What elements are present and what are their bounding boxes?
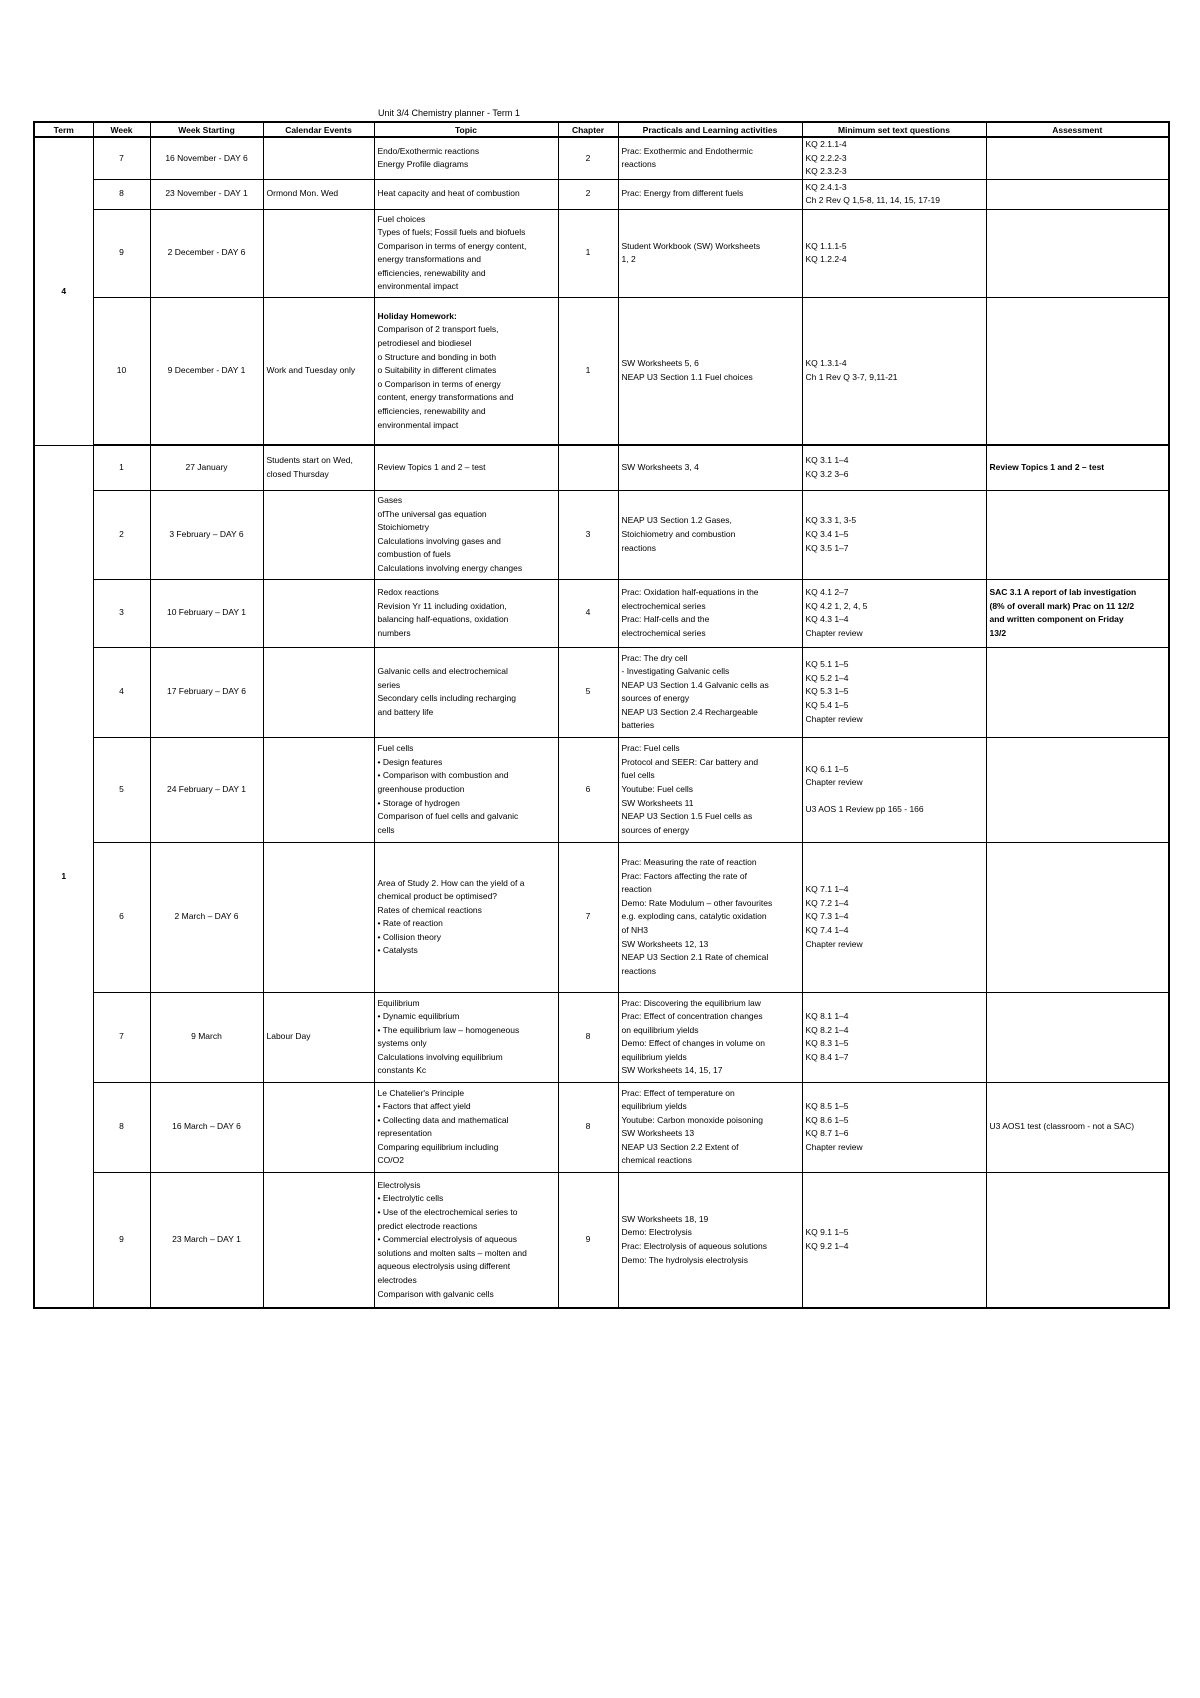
assessment-cell bbox=[986, 647, 1169, 737]
week-start-cell: 10 February – DAY 1 bbox=[150, 579, 263, 647]
topic-cell: Review Topics 1 and 2 – test bbox=[374, 445, 558, 490]
topic-cell: Fuel cells • Design features • Comparison with combustion and greenhouse production • Storage of hydrogen Comparison of fuel cells and galvanic cells bbox=[374, 737, 558, 842]
practicals-cell: Prac: Oxidation half-equations in the electrochemical series Prac: Half-cells and the electrochemical series bbox=[618, 579, 802, 647]
chapter-cell bbox=[558, 445, 618, 490]
practicals-cell: Prac: Fuel cells Protocol and SEER: Car battery and fuel cells Youtube: Fuel cells SW Worksheets 11 NEAP U3 Section 1.5 Fuel cells as sources of energy bbox=[618, 737, 802, 842]
topic-cell: Le Chatelier's Principle • Factors that affect yield • Collecting data and mathematical representation Comparing equilibrium including CO/O2 bbox=[374, 1082, 558, 1172]
questions-cell: KQ 6.1 1–5 Chapter review U3 AOS 1 Review pp 165 - 166 bbox=[802, 737, 986, 842]
events-cell bbox=[263, 490, 374, 579]
assessment-cell bbox=[986, 137, 1169, 179]
questions-cell: KQ 4.1 2–7 KQ 4.2 1, 2, 4, 5 KQ 4.3 1–4 Chapter review bbox=[802, 579, 986, 647]
practicals-cell: NEAP U3 Section 1.2 Gases, Stoichiometry and combustion reactions bbox=[618, 490, 802, 579]
practicals-cell: Prac: Effect of temperature on equilibrium yields Youtube: Carbon monoxide poisoning SW Worksheets 13 NEAP U3 Section 2.2 Extent of chemical reactions bbox=[618, 1082, 802, 1172]
chapter-cell: 9 bbox=[558, 1172, 618, 1308]
week-start-cell: 16 March – DAY 6 bbox=[150, 1082, 263, 1172]
practicals-cell: Prac: Exothermic and Endothermic reactions bbox=[618, 137, 802, 179]
header-row bbox=[34, 122, 1169, 137]
questions-cell: KQ 7.1 1–4 KQ 7.2 1–4 KQ 7.3 1–4 KQ 7.4 1–4 Chapter review bbox=[802, 842, 986, 992]
week-cell: 9 bbox=[93, 1172, 150, 1308]
header-week: Week bbox=[93, 122, 150, 137]
practicals-cell: SW Worksheets 18, 19 Demo: Electrolysis Prac: Electrolysis of aqueous solutions Demo: The hydrolysis electrolysis bbox=[618, 1172, 802, 1308]
week-cell: 5 bbox=[93, 737, 150, 842]
week-start-cell: 3 February – DAY 6 bbox=[150, 490, 263, 579]
table-row bbox=[34, 992, 1169, 1082]
assessment-cell: SAC 3.1 A report of lab investigation (8% of overall mark) Prac on 11 12/2 and written component on Friday 13/2 bbox=[986, 579, 1169, 647]
assessment-cell bbox=[986, 842, 1169, 992]
header-practicals: Practicals and Learning activities bbox=[618, 122, 802, 137]
chapter-cell: 1 bbox=[558, 297, 618, 445]
week-start-cell: 17 February – DAY 6 bbox=[150, 647, 263, 737]
table-row bbox=[34, 490, 1169, 579]
week-cell: 9 bbox=[93, 209, 150, 297]
chapter-cell: 8 bbox=[558, 1082, 618, 1172]
week-cell: 4 bbox=[93, 647, 150, 737]
topic-cell: Area of Study 2. How can the yield of a chemical product be optimised? Rates of chemical reactions • Rate of reaction • Collision theory • Catalysts bbox=[374, 842, 558, 992]
events-cell bbox=[263, 1172, 374, 1308]
week-cell: 8 bbox=[93, 1082, 150, 1172]
assessment-cell bbox=[986, 737, 1169, 842]
week-start-cell: 16 November - DAY 6 bbox=[150, 137, 263, 179]
assessment-cell bbox=[986, 992, 1169, 1082]
topic-cell: Galvanic cells and electrochemical series Secondary cells including recharging and battery life bbox=[374, 647, 558, 737]
questions-cell: KQ 3.1 1–4 KQ 3.2 3–6 bbox=[802, 445, 986, 490]
assessment-cell bbox=[986, 490, 1169, 579]
events-cell bbox=[263, 842, 374, 992]
events-cell bbox=[263, 647, 374, 737]
table-row bbox=[34, 445, 1169, 490]
events-cell: Work and Tuesday only bbox=[263, 297, 374, 445]
practicals-cell: Prac: Measuring the rate of reaction Prac: Factors affecting the rate of reaction Demo: Rate Modulum – other favourites e.g. exploding cans, catalytic oxidation of NH3 SW Worksheets 12, 13 NEAP U3 Section 2.1 Rate of chemical reactions bbox=[618, 842, 802, 992]
week-cell: 7 bbox=[93, 992, 150, 1082]
topic-cell: Endo/Exothermic reactions Energy Profile diagrams bbox=[374, 137, 558, 179]
header-calendar-events: Calendar Events bbox=[263, 122, 374, 137]
table-row bbox=[34, 137, 1169, 179]
week-start-cell: 9 March bbox=[150, 992, 263, 1082]
header-chapter: Chapter bbox=[558, 122, 618, 137]
planner-caption: Unit 3/4 Chemistry planner - Term 1 bbox=[378, 108, 520, 118]
week-start-cell: 24 February – DAY 1 bbox=[150, 737, 263, 842]
table-row bbox=[34, 297, 1169, 445]
questions-cell: KQ 3.3 1, 3-5 KQ 3.4 1–5 KQ 3.5 1–7 bbox=[802, 490, 986, 579]
questions-cell: KQ 1.3.1-4 Ch 1 Rev Q 3-7, 9,11-21 bbox=[802, 297, 986, 445]
week-start-cell: 23 March – DAY 1 bbox=[150, 1172, 263, 1308]
week-start-cell: 27 January bbox=[150, 445, 263, 490]
week-cell: 8 bbox=[93, 179, 150, 209]
practicals-cell: Prac: The dry cell - Investigating Galvanic cells NEAP U3 Section 1.4 Galvanic cells as sources of energy NEAP U3 Section 2.4 Rechargeable batteries bbox=[618, 647, 802, 737]
chapter-cell: 5 bbox=[558, 647, 618, 737]
term-cell: 1 bbox=[34, 445, 93, 1308]
header-assessment: Assessment bbox=[986, 122, 1169, 137]
week-cell: 2 bbox=[93, 490, 150, 579]
week-start-cell: 2 December - DAY 6 bbox=[150, 209, 263, 297]
topic-cell: Redox reactions Revision Yr 11 including oxidation, balancing half-equations, oxidation numbers bbox=[374, 579, 558, 647]
header-min-questions: Minimum set text questions bbox=[802, 122, 986, 137]
week-cell: 7 bbox=[93, 137, 150, 179]
table-row bbox=[34, 1172, 1169, 1308]
events-cell bbox=[263, 737, 374, 842]
table-row bbox=[34, 209, 1169, 297]
assessment-cell bbox=[986, 297, 1169, 445]
assessment-cell: Review Topics 1 and 2 – test bbox=[986, 445, 1169, 490]
chapter-cell: 2 bbox=[558, 137, 618, 179]
topic-cell: Fuel choices Types of fuels; Fossil fuels and biofuels Comparison in terms of energy content, energy transformations and efficiencies, renewability and environmental impact bbox=[374, 209, 558, 297]
holiday-homework-label: Holiday Homework: bbox=[377, 310, 457, 321]
table-row bbox=[34, 647, 1169, 737]
chapter-cell: 2 bbox=[558, 179, 618, 209]
questions-cell: KQ 2.4.1-3 Ch 2 Rev Q 1,5-8, 11, 14, 15, 17-19 bbox=[802, 179, 986, 209]
events-cell bbox=[263, 1082, 374, 1172]
table-row bbox=[34, 737, 1169, 842]
events-cell bbox=[263, 137, 374, 179]
topic-cell: Gases ofThe universal gas equation Stoichiometry Calculations involving gases and combustion of fuels Calculations involving energy changes bbox=[374, 490, 558, 579]
questions-cell: KQ 8.1 1–4 KQ 8.2 1–4 KQ 8.3 1–5 KQ 8.4 1–7 bbox=[802, 992, 986, 1082]
chapter-cell: 4 bbox=[558, 579, 618, 647]
week-cell: 1 bbox=[93, 445, 150, 490]
assessment-cell bbox=[986, 1172, 1169, 1308]
header-week-starting: Week Starting bbox=[150, 122, 263, 137]
week-start-cell: 2 March – DAY 6 bbox=[150, 842, 263, 992]
practicals-cell: Student Workbook (SW) Worksheets 1, 2 bbox=[618, 209, 802, 297]
chapter-cell: 7 bbox=[558, 842, 618, 992]
events-cell bbox=[263, 579, 374, 647]
chapter-cell: 8 bbox=[558, 992, 618, 1082]
questions-cell: KQ 8.5 1–5 KQ 8.6 1–5 KQ 8.7 1–6 Chapter review bbox=[802, 1082, 986, 1172]
week-cell: 10 bbox=[93, 297, 150, 445]
table-row bbox=[34, 579, 1169, 647]
week-start-cell: 23 November - DAY 1 bbox=[150, 179, 263, 209]
table-row bbox=[34, 842, 1169, 992]
chapter-cell: 6 bbox=[558, 737, 618, 842]
topic-cell: Electrolysis • Electrolytic cells • Use of the electrochemical series to predict electrode reactions • Commercial electrolysis of aqueous solutions and molten salts – molten and aqueous electrolysis using different electrodes Comparison with galvanic cells bbox=[374, 1172, 558, 1308]
events-cell: Students start on Wed, closed Thursday bbox=[263, 445, 374, 490]
events-cell bbox=[263, 209, 374, 297]
chapter-cell: 1 bbox=[558, 209, 618, 297]
table-row bbox=[34, 179, 1169, 209]
practicals-cell: SW Worksheets 5, 6 NEAP U3 Section 1.1 Fuel choices bbox=[618, 297, 802, 445]
assessment-cell bbox=[986, 179, 1169, 209]
week-start-cell: 9 December - DAY 1 bbox=[150, 297, 263, 445]
chapter-cell: 3 bbox=[558, 490, 618, 579]
topic-cell bbox=[374, 297, 558, 445]
table-row bbox=[34, 1082, 1169, 1172]
events-cell: Labour Day bbox=[263, 992, 374, 1082]
questions-cell: KQ 2.1.1-4 KQ 2.2.2-3 KQ 2.3.2-3 bbox=[802, 137, 986, 179]
events-cell: Ormond Mon. Wed bbox=[263, 179, 374, 209]
practicals-cell: Prac: Energy from different fuels bbox=[618, 179, 802, 209]
term-cell: 4 bbox=[34, 137, 93, 445]
week-cell: 3 bbox=[93, 579, 150, 647]
practicals-cell: SW Worksheets 3, 4 bbox=[618, 445, 802, 490]
practicals-cell: Prac: Discovering the equilibrium law Prac: Effect of concentration changes on equilibrium yields Demo: Effect of changes in volume on equilibrium yields SW Worksheets 14, 15, 17 bbox=[618, 992, 802, 1082]
topic-cell: Heat capacity and heat of combustion bbox=[374, 179, 558, 209]
questions-cell: KQ 9.1 1–5 KQ 9.2 1–4 bbox=[802, 1172, 986, 1308]
week-cell: 6 bbox=[93, 842, 150, 992]
questions-cell: KQ 1.1.1-5 KQ 1.2.2-4 bbox=[802, 209, 986, 297]
topic-text: Comparison of 2 transport fuels, petrodiesel and biodiesel o Structure and bonding in both o Suitability in different climates o Comparison in terms of energy content, energy transformations and efficiencies, renewability and environmental impact bbox=[377, 324, 514, 430]
planner-table bbox=[33, 121, 1170, 1309]
header-term: Term bbox=[34, 122, 93, 137]
header-topic: Topic bbox=[374, 122, 558, 137]
assessment-cell bbox=[986, 209, 1169, 297]
topic-cell: Equilibrium • Dynamic equilibrium • The equilibrium law – homogeneous systems only Calculations involving equilibrium constants Kc bbox=[374, 992, 558, 1082]
questions-cell: KQ 5.1 1–5 KQ 5.2 1–4 KQ 5.3 1–5 KQ 5.4 1–5 Chapter review bbox=[802, 647, 986, 737]
assessment-cell: U3 AOS1 test (classroom - not a SAC) bbox=[986, 1082, 1169, 1172]
